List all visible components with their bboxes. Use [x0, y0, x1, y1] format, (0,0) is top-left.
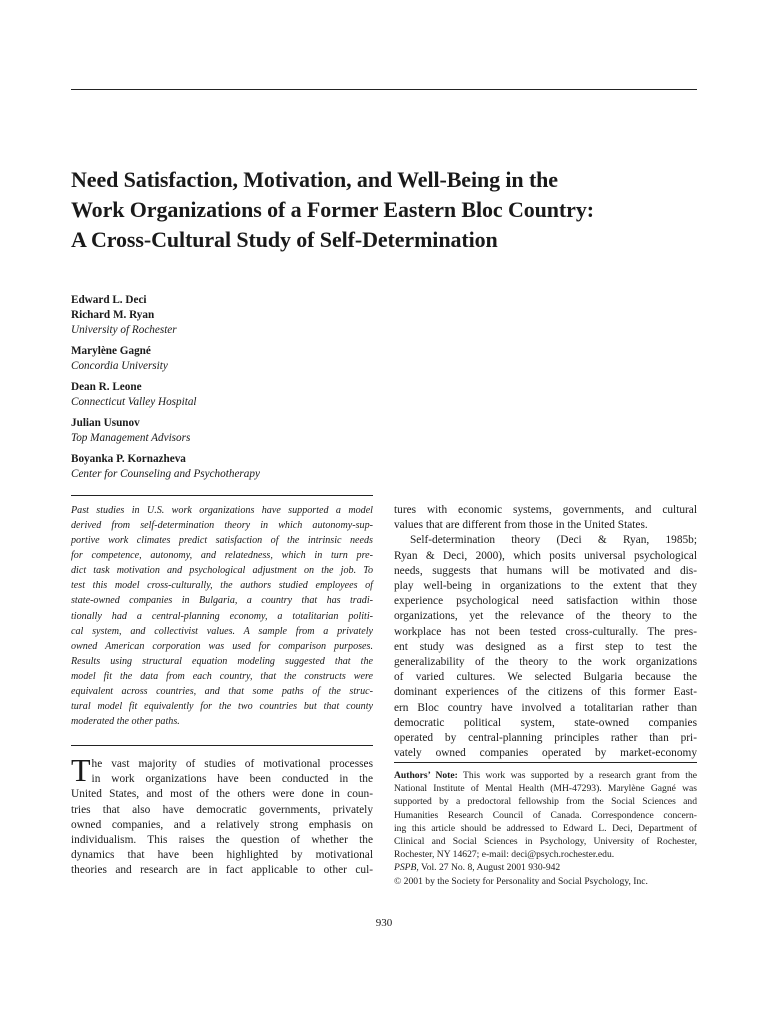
abstract-line: model fit the data from each country, that the constructs were [71, 670, 373, 682]
author-name: Marylène Gagné [71, 345, 151, 357]
abstract-line: tionally had a central-planning economy, a totalitarian politi- [71, 610, 373, 622]
title-line: A Cross-Cultural Study of Self-Determination [71, 227, 498, 252]
authors-note [394, 769, 697, 888]
body-line: Self-determination theory (Deci & Ryan, 1985b; [410, 534, 697, 547]
page-number: 930 [375, 917, 393, 929]
abstract-line: portive work climates predict satisfaction of the intrinsic needs [71, 535, 373, 547]
note-line: Humanities Research Council of Canada. Correspondence concern- [394, 809, 697, 821]
footnote-rule [394, 762, 697, 763]
body-line: organizations, yet the relevance of the theory to the [394, 610, 697, 623]
note-line: ing this article should be addressed to Edward L. Deci, Department of [394, 822, 697, 834]
abstract-line: cal system, and collectivist values. A sample from a privately [71, 625, 373, 637]
body-line: Ryan & Deci, 2000), which posits universal psychological [394, 549, 697, 562]
authors-note-label: Authors’ Note: [394, 770, 458, 781]
abstract-bottom-rule [71, 745, 373, 746]
author-name: Dean R. Leone [71, 381, 142, 393]
author-group [71, 344, 471, 374]
abstract-line: Past studies in U.S. work organizations have supported a model [71, 505, 373, 516]
body-line: operated by central-planning principles rather than pri- [394, 732, 697, 745]
note-line: National Institute of Mental Health (MH-47293). Marylène Gagné was [394, 783, 697, 795]
title-line: Work Organizations of a Former Eastern Bloc Country: [71, 197, 594, 222]
abstract [71, 503, 373, 729]
body-line: in work organizations have been conducted in the [91, 773, 373, 786]
note-text: This work was supported by a research grant from the [457, 770, 697, 781]
journal-info [394, 861, 697, 887]
author-group [71, 416, 471, 446]
body-line: of varied cultures. We selected Bulgaria because the [394, 671, 697, 684]
abstract-line: dict task motivation and psychological adjustment on the job. To [71, 565, 373, 577]
abstract-line: Results using structural equation modeling suggested that the [71, 655, 373, 667]
body-paragraph [394, 533, 697, 761]
body-paragraph [394, 503, 697, 533]
title-line: Need Satisfaction, Motivation, and Well-Being in the [71, 167, 558, 192]
right-column [394, 503, 697, 761]
body-line: tures with economic systems, governments, and cultural [394, 504, 697, 516]
journal-volume: Vol. 27 No. 8, August 2001 930-942 [418, 862, 561, 874]
author-group [71, 380, 471, 410]
author-affiliation: Top Management Advisors [71, 432, 191, 444]
body-line: theories and research are in fact applicable to other cul- [71, 864, 373, 877]
copyright-line: © 2001 by the Society for Personality and Social Psychology, Inc. [394, 875, 648, 887]
body-line: workplace has not been tested cross-culturally. The pres- [394, 625, 697, 638]
journal-citation [394, 861, 697, 874]
intro-paragraph [71, 752, 373, 879]
abstract-line: state-owned companies in Bulgaria, a country that has tradi- [71, 595, 373, 607]
body-line: owned companies, and a relatively strong emphasis on [71, 818, 373, 831]
author-list [71, 293, 471, 488]
body-line: democratic political system, state-owned companies [394, 716, 697, 729]
body-line: individualism. This raises the question of whether the [71, 834, 373, 847]
author-affiliation: Concordia University [71, 360, 168, 372]
author-group [71, 452, 471, 482]
body-line: experience psychological need satisfaction within those [394, 595, 697, 608]
body-line: ent study was designed as a first step to test the [394, 640, 697, 653]
authors-note-text [394, 769, 697, 861]
body-line: dominant experiences of the citizens of this former East- [394, 686, 697, 699]
author-name: Richard M. Ryan [71, 309, 155, 321]
note-line: Clinical and Social Sciences in Psychology, University of Rochester, [394, 836, 697, 848]
body-line: tries that also have democratic governments, privately [71, 803, 373, 816]
abstract-top-rule [71, 495, 373, 496]
drop-cap: T [71, 752, 91, 788]
abstract-line: derived from self-determination theory in which autonomy-sup- [71, 520, 373, 532]
body-line: ern Bloc country have involved a totalitarian rather than [394, 701, 697, 714]
author-name: Edward L. Deci [71, 294, 147, 306]
author-affiliation: University of Rochester [71, 324, 177, 336]
body-line: play well-being in organizations to the extent that they [394, 580, 697, 593]
header-rule [71, 89, 697, 90]
body-line: vately owned companies operated by market-economy [394, 747, 697, 760]
abstract-line: equivalent across countries, and that some paths of the struc- [71, 685, 373, 697]
body-line: United States, and most of the others were done in coun- [71, 788, 373, 801]
author-group [71, 293, 471, 338]
author-name: Boyanka P. Kornazheva [71, 453, 186, 465]
note-line: supported by a predoctoral fellowship from the Social Sciences and [394, 796, 697, 808]
abstract-line: tural model fit equivalently for the two countries but that county [71, 701, 373, 713]
body-line: dynamics that have been highlighted by motivational [71, 849, 373, 862]
journal-abbrev: PSPB, [394, 862, 419, 874]
abstract-line: test this model cross-culturally, the authors studied employees of [71, 580, 373, 592]
author-affiliation: Center for Counseling and Psychotherapy [71, 468, 260, 480]
body-line: values that are different from those in the United States. [394, 519, 648, 532]
abstract-line: owned American corporation was used for comparison purposes. [71, 640, 373, 652]
body-line: generalizability of the theory to the work organizations [394, 656, 697, 669]
body-line: needs, suggests that humans will be motivated and dis- [394, 564, 697, 577]
note-line: Rochester, NY 14627; e-mail: deci@psych.rochester.edu. [394, 849, 615, 861]
abstract-line: for competence, autonomy, and relatedness, which in turn pre- [71, 550, 373, 562]
abstract-line: moderated the other paths. [71, 716, 180, 728]
article-title [71, 165, 711, 255]
body-line: he vast majority of studies of motivational processes [91, 758, 373, 770]
author-affiliation: Connecticut Valley Hospital [71, 396, 197, 408]
author-name: Julian Usunov [71, 417, 140, 429]
note-line [394, 769, 697, 782]
